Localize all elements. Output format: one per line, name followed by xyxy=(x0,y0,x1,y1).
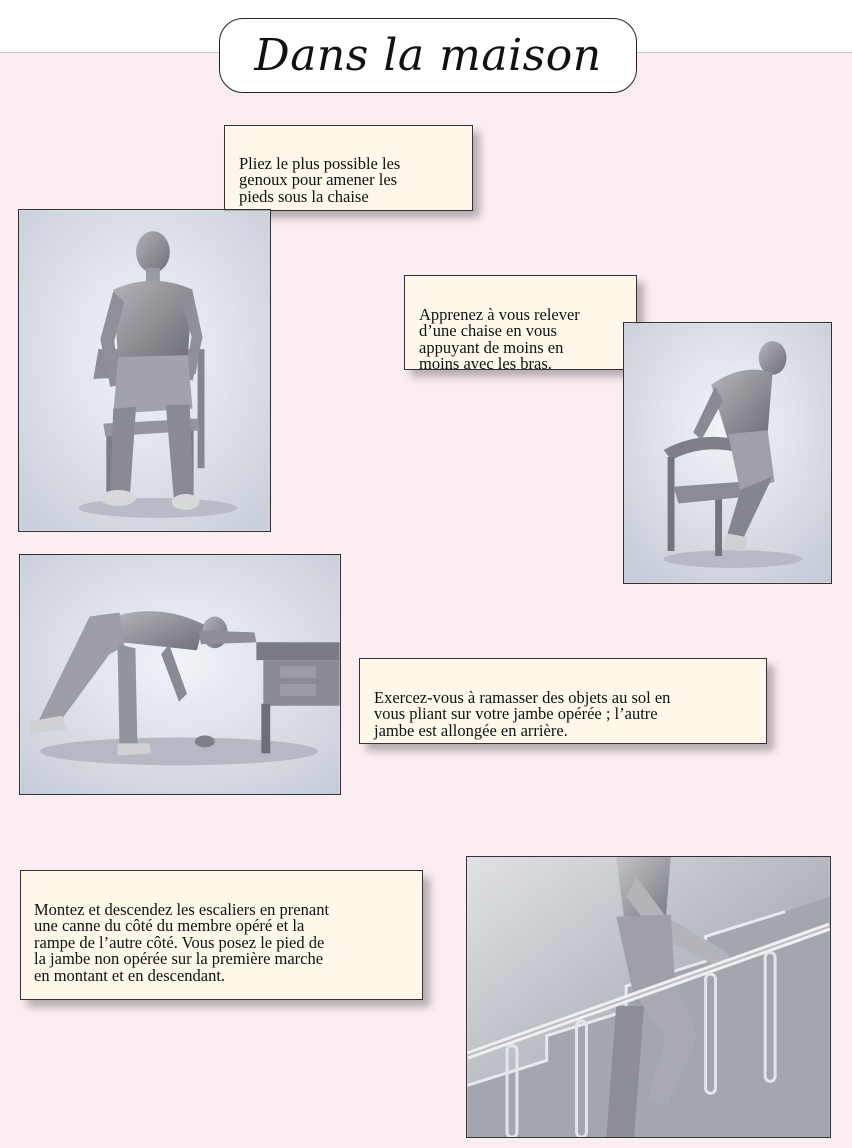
illustration-seated-man xyxy=(18,209,271,532)
instruction-text: Pliez le plus possible les genoux pour amener les pieds sous la chaise xyxy=(239,153,401,206)
illustration-rising-man xyxy=(623,322,832,584)
instruction-text: Montez et descendez les escaliers en prenant une canne du côté du membre opéré et la rampe de l’autre côté. Vous posez le pied de la jambe non opérée sur la première marche en montant et en descendant. xyxy=(34,899,330,985)
man-climbing-stairs-icon xyxy=(467,857,830,1137)
instruction-note-stairs xyxy=(20,870,423,1000)
man-picking-object-icon xyxy=(20,555,340,794)
page-title: Dans la maison xyxy=(254,30,602,81)
instruction-text: Apprenez à vous relever d’une chaise en vous appuyant de moins en moins avec les bras. xyxy=(419,304,580,373)
illustration-stairs xyxy=(466,856,831,1138)
man-rising-from-chair-icon xyxy=(624,323,831,583)
page-title-box xyxy=(219,18,637,93)
instruction-note-rise xyxy=(404,275,637,373)
instruction-note-knees xyxy=(224,125,473,211)
instruction-note-pickup xyxy=(359,658,767,744)
instruction-text: Exercez-vous à ramasser des objets au sol en vous pliant sur votre jambe opérée ; l’autre jambe est allongée en arrière. xyxy=(374,687,671,740)
illustration-picking-object xyxy=(19,554,341,795)
seated-man-chair-icon xyxy=(19,210,270,531)
